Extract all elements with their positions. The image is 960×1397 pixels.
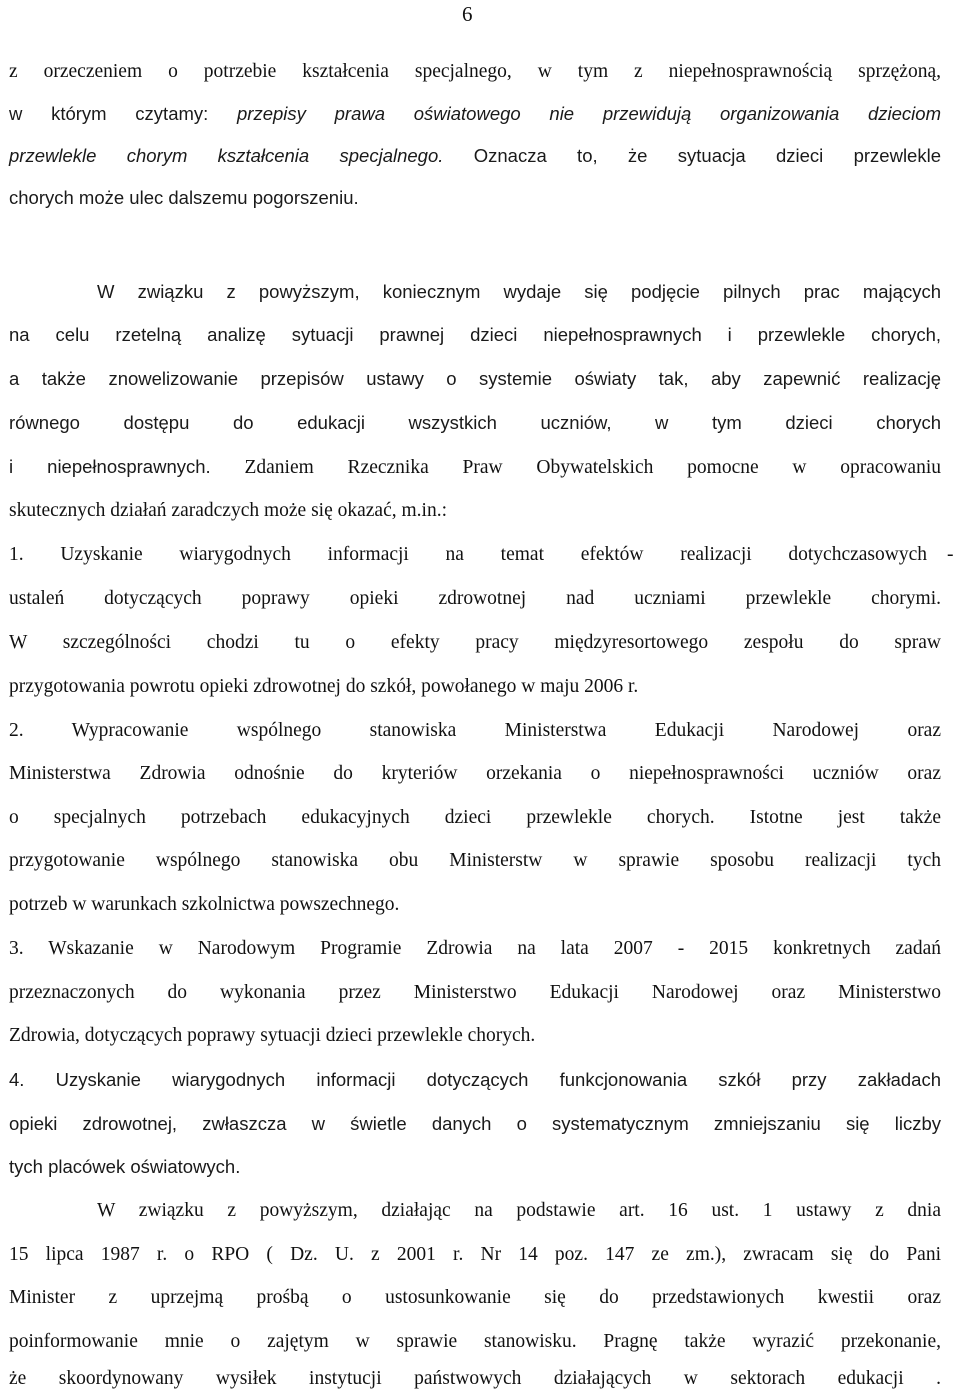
para2-line-5	[9, 450, 941, 484]
item2-line-5: potrzeb w warunkach szkolnictwa powszechnego.	[9, 894, 400, 915]
para2-line-5-b: Zdaniem Rzecznika Praw Obywatelskich pomocne w opracowaniu	[210, 457, 941, 478]
para1-line-1: z orzeczeniem o potrzebie kształcenia specjalnego, w tym z niepełnosprawnością sprzężoną,	[9, 61, 941, 82]
para2-line-5-a: i niepełnosprawnych.	[9, 456, 211, 477]
para2-line-6: skutecznych działań zaradczych może się okazać, m.in.:	[9, 500, 447, 521]
item3-line-2: przeznaczonych do wykonania przez Ministerstwo Edukacji Narodowej oraz Ministerstwo	[9, 982, 941, 1003]
item1-line-2: ustaleń dotyczących poprawy opieki zdrowotnej nad uczniami przewlekle chorymi.	[9, 588, 941, 609]
closing-line-5: że skoordynowany wysiłek instytucji państwowych działających w sektorach edukacji .	[9, 1368, 941, 1389]
item1-line-1	[9, 538, 927, 572]
item4-line-1: 4. Uzyskanie wiarygodnych informacji dotyczących funkcjonowania szkół przy zakładach	[9, 1069, 941, 1090]
item3-line-3: Zdrowia, dotyczących poprawy sytuacji dzieci przewlekle chorych.	[9, 1025, 536, 1046]
para1-line-2-text: w którym czytamy:	[9, 103, 238, 124]
para1-line-4: chorych może ulec dalszemu pogorszeniu.	[9, 187, 359, 208]
para2-line-1: W związku z powyższym, koniecznym wydaje się podjęcie pilnych prac mających	[97, 281, 941, 302]
para1-line-3-text: Oznacza to, że sytuacja dzieci przewlekle	[443, 145, 941, 166]
para1-quote-start: przepisy prawa oświatowego nie przewidują organizowania dzieciom	[237, 103, 941, 124]
item2-line-2: Ministerstwa Zdrowia odnośnie do kryteriów orzekania o niepełnosprawności uczniów oraz	[9, 763, 941, 784]
item1-line-1-text: 1. Uzyskanie wiarygodnych informacji na temat efektów realizacji dotychczasowych	[9, 544, 927, 565]
para2-line-2: na celu rzetelną analizę sytuacji prawnej dzieci niepełnosprawnych i przewlekle chorych,	[9, 324, 941, 345]
item1-line-1-dash: -	[947, 544, 954, 565]
para2-line-3: a także znowelizowanie przepisów ustawy o systemie oświaty tak, aby zapewnić realizację	[9, 368, 941, 389]
item1-line-3: W szczególności chodzi tu o efekty pracy międzyresortowego zespołu do spraw	[9, 632, 941, 653]
para1-line-3	[9, 139, 941, 173]
closing-line-4: poinformowanie mnie o zajętym w sprawie stanowisku. Pragnę także wyrazić przekonanie,	[9, 1331, 941, 1352]
item2-line-1: 2. Wypracowanie wspólnego stanowiska Ministerstwa Edukacji Narodowej oraz	[9, 720, 941, 741]
item4-line-3: tych placówek oświatowych.	[9, 1156, 241, 1177]
item3-line-1: 3. Wskazanie w Narodowym Programie Zdrowia na lata 2007 - 2015 konkretnych zadań	[9, 938, 941, 959]
para2-line-4: równego dostępu do edukacji wszystkich uczniów, w tym dzieci chorych	[9, 412, 941, 433]
item2-line-3: o specjalnych potrzebach edukacyjnych dzieci przewlekle chorych. Istotne jest także	[9, 807, 941, 828]
para1-quote-end: przewlekle chorym kształcenia specjalnego.	[9, 145, 444, 166]
item1-line-4: przygotowania powrotu opieki zdrowotnej do szkół, powołanego w maju 2006 r.	[9, 676, 639, 697]
para1-line-2	[9, 97, 941, 131]
item4-line-2: opieki zdrowotnej, zwłaszcza w świetle danych o systematycznym zmniejszaniu się liczby	[9, 1113, 941, 1134]
closing-line-3: Minister z uprzejmą prośbą o ustosunkowanie się do przedstawionych kwestii oraz	[9, 1287, 941, 1308]
closing-line-2: 15 lipca 1987 r. o RPO ( Dz. U. z 2001 r. Nr 14 poz. 147 ze zm.), zwracam się do Pani	[9, 1244, 941, 1265]
item2-line-4: przygotowanie wspólnego stanowiska obu Ministerstw w sprawie sposobu realizacji tych	[9, 850, 941, 871]
closing-line-1: W związku z powyższym, działając na podstawie art. 16 ust. 1 ustawy z dnia	[97, 1200, 941, 1221]
page-number: 6	[462, 2, 473, 26]
